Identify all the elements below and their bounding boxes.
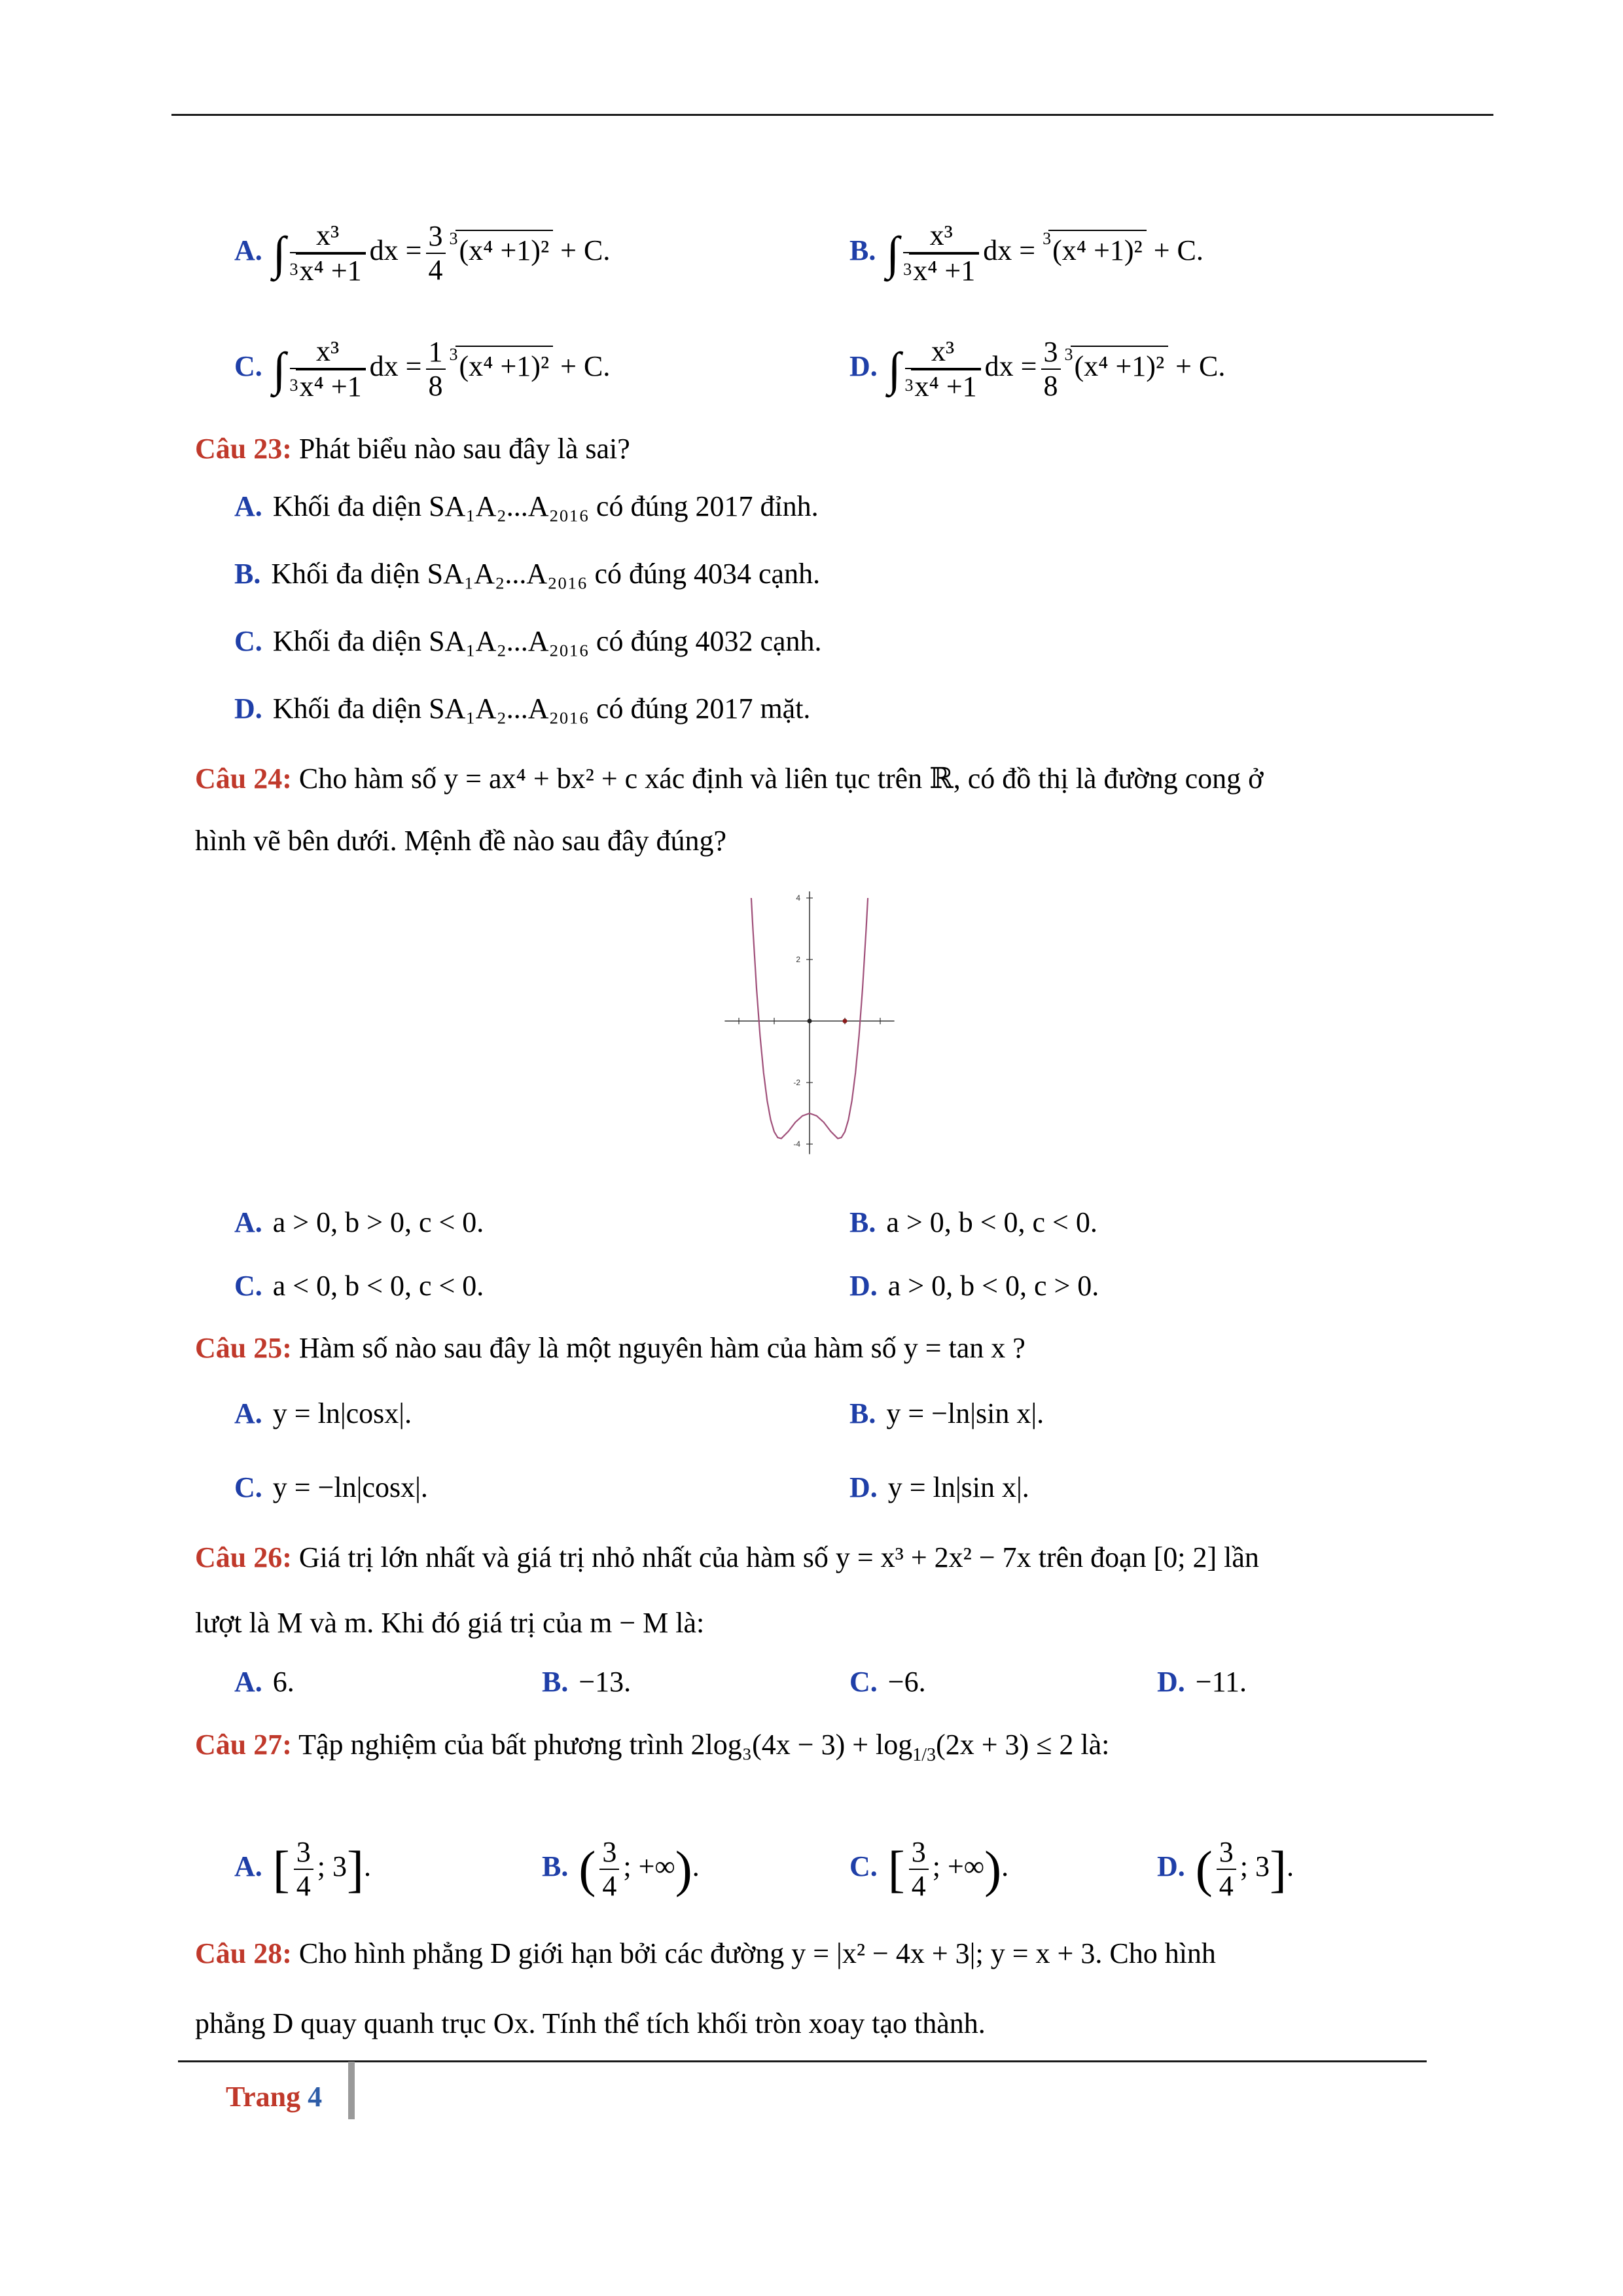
integral-sign: ∫ bbox=[272, 343, 286, 395]
q26-option-d[interactable]: D. −11. bbox=[1157, 1666, 1247, 1698]
integrand: $\frac{\text{x³}}{^3x^4 +1}$ bbox=[290, 335, 366, 403]
y-tick-label: 2 bbox=[796, 955, 800, 964]
q24-option-a[interactable]: A. a > 0, b > 0, c < 0. bbox=[234, 1206, 484, 1238]
q26-stem-line2: lượt là M và m. Khi đó giá trị của m − M là: bbox=[195, 1607, 705, 1639]
q24-option-c[interactable]: C. a < 0, b < 0, c < 0. bbox=[234, 1270, 484, 1302]
q26-option-a[interactable]: A. 6. bbox=[234, 1666, 294, 1698]
q28-stem-line2: phẳng D quay quanh trục Ox. Tính thể tích khối tròn xoay tạo thành. bbox=[195, 2007, 986, 2039]
y-tick-label: 4 bbox=[796, 893, 800, 903]
q23-option-a[interactable]: A. Khối đa diện SA₁A₂...A₂₀₁₆ có đúng 2017 đỉnh. bbox=[234, 490, 819, 522]
marked-point bbox=[843, 1019, 847, 1024]
footer-rule bbox=[178, 2060, 1427, 2062]
q22-option-d[interactable]: D. ∫ $\frac{\text{x³}}{^3x^4 +1}$ dx = $\frac{3}{8}$ $^3$(x⁴ +1)² + C. bbox=[849, 335, 1226, 403]
q23-option-b[interactable]: B. Khối đa diện SA₁A₂...A₂₀₁₆ có đúng 4034 cạnh. bbox=[234, 558, 821, 590]
q24-option-b[interactable]: B. a > 0, b < 0, c < 0. bbox=[849, 1206, 1097, 1238]
question-number: Câu 23: bbox=[195, 433, 292, 465]
q24-stem-line2: hình vẽ bên dưới. Mệnh đề nào sau đây đúng? bbox=[195, 825, 727, 857]
q26-stem: Câu 26: Giá trị lớn nhất và giá trị nhỏ nhất của hàm số y = x³ + 2x² − 7x trên đoạn [0; 2] lần bbox=[195, 1541, 1259, 1573]
q24-graph bbox=[645, 877, 985, 1172]
page-footer bbox=[226, 2080, 322, 2113]
q26-option-c[interactable]: C. −6. bbox=[849, 1666, 926, 1698]
q22-option-c[interactable]: C. ∫ $\frac{\text{x³}}{^3x^4 +1}$ dx = $\frac{1}{8}$ $^3$(x⁴ +1)² + C. bbox=[234, 335, 611, 403]
question-number: Câu 26: bbox=[195, 1541, 292, 1573]
q24-option-d[interactable]: D. a > 0, b < 0, c > 0. bbox=[849, 1270, 1099, 1302]
coefficient: $\frac{1}{8}$ bbox=[426, 336, 446, 403]
y-tick-label: -2 bbox=[793, 1078, 800, 1087]
integral-sign: ∫ bbox=[272, 227, 286, 279]
integrand: $\frac{\text{x³}}{^3x^4 +1}$ bbox=[905, 335, 981, 403]
q27-option-b[interactable]: B. ( $\frac{3}{4}$ ; +∞). bbox=[542, 1836, 700, 1902]
question-number: Câu 27: bbox=[195, 1729, 292, 1761]
q25-option-d[interactable]: D. y = ln|sin x|. bbox=[849, 1471, 1029, 1503]
q28-stem: Câu 28: Cho hình phẳng D giới hạn bởi các đường y = |x² − 4x + 3|; y = x + 3. Cho hình bbox=[195, 1937, 1216, 1969]
footer-label: Trang bbox=[226, 2081, 301, 2113]
q27-option-c[interactable]: C. [ $\frac{3}{4}$ ; +∞). bbox=[849, 1836, 1009, 1902]
header-rule bbox=[171, 114, 1493, 116]
q26-option-b[interactable]: B. −13. bbox=[542, 1666, 632, 1698]
q25-option-a[interactable]: A. y = ln|cosx|. bbox=[234, 1397, 412, 1429]
option-label: B. bbox=[849, 234, 876, 267]
origin-point bbox=[808, 1019, 812, 1024]
q27-option-d[interactable]: D. ( $\frac{3}{4}$ ; 3]. bbox=[1157, 1836, 1294, 1902]
integrand: $\frac{\text{x³}}{^3x^4 +1}$ bbox=[290, 219, 366, 287]
q23-option-c[interactable]: C. Khối đa diện SA₁A₂...A₂₀₁₆ có đúng 4032 cạnh. bbox=[234, 625, 822, 657]
q25-option-b[interactable]: B. y = −ln|sin x|. bbox=[849, 1397, 1044, 1429]
q25-stem: Câu 25: Hàm số nào sau đây là một nguyên hàm của hàm số y = tan x ? bbox=[195, 1332, 1026, 1364]
integral-sign: ∫ bbox=[886, 227, 900, 279]
option-label: A. bbox=[234, 234, 262, 267]
question-number: Câu 24: bbox=[195, 762, 292, 795]
q22-option-b[interactable]: B. ∫ $\frac{\text{x³}}{^3x^4 +1}$ dx = $^3$(x⁴ +1)² + C. bbox=[849, 219, 1204, 287]
q27-option-a[interactable]: A. [ $\frac{3}{4}$ ; 3]. bbox=[234, 1836, 371, 1902]
question-number: Câu 28: bbox=[195, 1937, 292, 1969]
footer-divider bbox=[348, 2062, 355, 2119]
q27-stem: Câu 27: Tập nghiệm của bất phương trình $2\log_3(4x - 3) + \log_{1/3}(2x + 3) \le 2$ là: bbox=[195, 1729, 1110, 1765]
q24-stem: Câu 24: Cho hàm số y = ax⁴ + bx² + c xác định và liên tục trên ℝ, có đồ thị là đường cong ở bbox=[195, 762, 1264, 795]
option-label: D. bbox=[849, 350, 878, 383]
integrand: $\frac{\text{x³}}{^3x^4 +1}$ bbox=[903, 219, 979, 287]
y-tick-label: -4 bbox=[793, 1139, 800, 1149]
question-number: Câu 25: bbox=[195, 1332, 292, 1364]
coefficient: $\frac{3}{8}$ bbox=[1041, 336, 1061, 403]
coefficient: $\frac{3}{4}$ bbox=[426, 220, 446, 287]
q22-option-a[interactable]: A. ∫ $\frac{\text{x³}}{^3x^4 +1}$ dx = $\frac{3}{4}$ $^3$(x⁴ +1)² + C. bbox=[234, 219, 611, 287]
q25-option-c[interactable]: C. y = −ln|cosx|. bbox=[234, 1471, 428, 1503]
graph-svg bbox=[645, 877, 985, 1172]
q23-option-d[interactable]: D. Khối đa diện SA₁A₂...A₂₀₁₆ có đúng 2017 mặt. bbox=[234, 692, 811, 725]
page-number: 4 bbox=[308, 2081, 323, 2113]
integral-sign: ∫ bbox=[887, 343, 901, 395]
option-label: C. bbox=[234, 350, 262, 383]
q23-stem: Câu 23: Phát biểu nào sau đây là sai? bbox=[195, 433, 630, 465]
